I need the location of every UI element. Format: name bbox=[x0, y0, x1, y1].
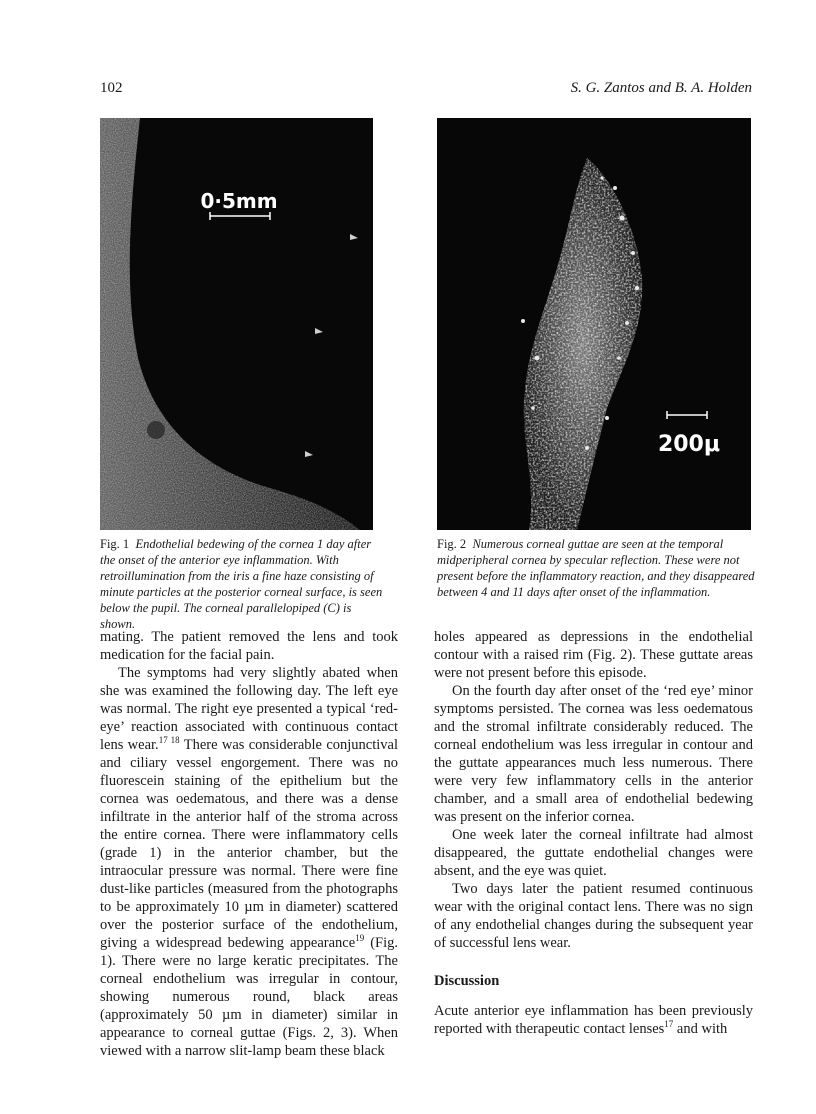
figure-2-image bbox=[437, 118, 751, 530]
paragraph: On the fourth day after onset of the ‘red eye’ minor symptoms persisted. The cornea was less oedematous and the stromal infiltrate considerably reduced. The corneal endothelium was less irregular in contour and the guttate appearances much less numerous. There were very few inflammatory cells in the anterior chamber, and a small area of endothelial bedewing was present on the inferior cornea. bbox=[434, 683, 753, 825]
figure-1-scale-label: 0·5mm bbox=[200, 189, 278, 213]
figure-2-caption bbox=[437, 536, 757, 600]
figure-1-image bbox=[100, 118, 373, 530]
page-number: 102 bbox=[100, 80, 123, 96]
citation-ref: 19 bbox=[355, 933, 365, 944]
paragraph: The symptoms had very slightly abated when she was examined the following day. The left eye was normal. The right eye presented a typical ‘red-eye’ reaction associated with continuous contact lens wear.$^{17 18}$ There was considerable conjunctival and ciliary vessel engorgement. There was no fluorescein staining of the epithelium but the cornea was oedematous, and there was a dense infiltrate in the anterior half of the stroma across the entire cornea. There were inflammatory cells (grade 1) in the anterior chamber, but the intraocular pressure was normal. There were fine dust-like particles (measured from the photographs to be approximately 10 µm in diameter) scattered over the posterior surface of the endothelium, giving a widespread bedewing appearance$^{19}$ (Fig. 1). There were no large keratic precipitates. The corneal endothelium was irregular in contour, showing numerous round, black areas (approximately 50 µm in diameter) similar in appearance to corneal guttae (Figs. 2, 3). When viewed with a narrow slit-lamp beam these black bbox=[100, 665, 399, 1059]
figure-1-caption-text: Endothelial bedewing of the cornea 1 day after the onset of the anterior eye inflammation. With retroillumination from the iris a fine haze consisting of minute particles at the posterior corneal surface, is seen below the pupil. The corneal parallelopiped (C) is shown. bbox=[100, 537, 383, 631]
section-heading-discussion: Discussion bbox=[434, 973, 500, 989]
running-header-authors: S. G. Zantos and B. A. Holden bbox=[570, 80, 752, 96]
citation-ref: 17 bbox=[664, 1019, 674, 1030]
paragraph: One week later the corneal infiltrate had almost disappeared, the guttate endothelial changes were absent, and the eye was quiet. bbox=[434, 827, 753, 879]
figure-1-photo bbox=[100, 118, 373, 530]
figure-1-caption-label: Fig. 1 bbox=[100, 537, 130, 551]
paragraph: Acute anterior eye inflammation has been previously reported with therapeutic contact lenses$^{17}$ and with bbox=[434, 1003, 753, 1037]
figure-1-caption bbox=[100, 536, 385, 632]
left-text-column bbox=[100, 628, 398, 1060]
paragraph: mating. The patient removed the lens and took medication for the facial pain. bbox=[100, 629, 398, 663]
figure-2-photo bbox=[437, 118, 751, 530]
paragraph: Two days later the patient resumed continuous wear with the original contact lens. There was no sign of any endothelial changes during the subsequent year of successful lens wear. bbox=[434, 881, 753, 951]
citation-ref: 17 18 bbox=[158, 735, 180, 746]
right-text-column bbox=[434, 628, 753, 1038]
paragraph: holes appeared as depressions in the endothelial contour with a raised rim (Fig. 2). These guttate areas were not present before this episode. bbox=[434, 629, 753, 681]
figure-2-scale-label: 200μ bbox=[657, 432, 721, 457]
figure-2-caption-label: Fig. 2 bbox=[437, 537, 467, 551]
figure-2-caption-text: Numerous corneal guttae are seen at the temporal midperipheral cornea by specular reflection. These were not present before the inflammatory reaction, and they disappeared between 4 and 11 days after onset of the inflammation. bbox=[437, 537, 755, 599]
